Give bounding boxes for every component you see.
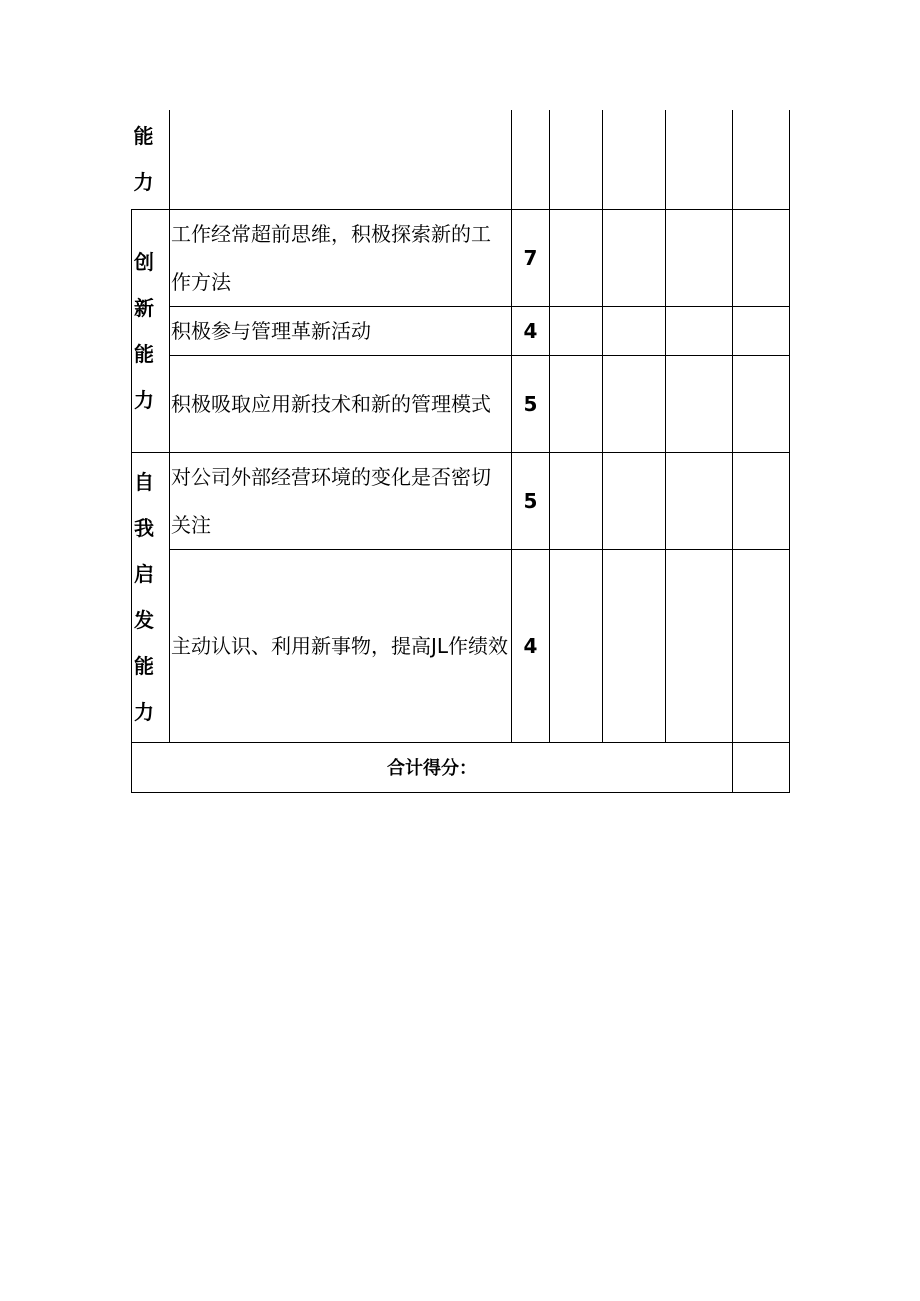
max-score — [512, 110, 550, 209]
rating-cell — [550, 452, 603, 549]
category-cell — [132, 110, 170, 209]
category-cell — [132, 452, 170, 742]
table-row — [132, 306, 790, 355]
rating-cell — [733, 355, 790, 452]
rating-cell — [666, 452, 733, 549]
rating-cell — [666, 110, 733, 209]
category-char: 启 — [134, 562, 154, 586]
category-char: 发 — [134, 608, 154, 632]
rating-cell — [550, 209, 603, 306]
rating-cell — [603, 549, 666, 742]
category-char: 力 — [134, 387, 154, 412]
max-score: 7 — [512, 209, 550, 306]
table-row — [132, 549, 790, 742]
rating-cell — [603, 110, 666, 209]
evaluation-table — [131, 110, 790, 793]
rating-cell — [550, 355, 603, 452]
category-char: 创 — [134, 249, 154, 274]
category-char: 自 — [134, 470, 154, 494]
max-score: 5 — [512, 355, 550, 452]
criterion-description: 主动认识、利用新事物，提高JL作绩效 — [170, 549, 512, 742]
rating-cell — [733, 452, 790, 549]
rating-cell — [550, 306, 603, 355]
total-score-cell — [733, 742, 790, 792]
max-score: 4 — [512, 549, 550, 742]
table-row — [132, 110, 790, 209]
table-row — [132, 452, 790, 549]
category-char: 力 — [134, 700, 154, 724]
criterion-description — [170, 110, 512, 209]
criterion-description: 对公司外部经营环境的变化是否密切关注 — [170, 452, 512, 549]
max-score: 5 — [512, 452, 550, 549]
category-char: 能 — [133, 124, 154, 149]
max-score: 4 — [512, 306, 550, 355]
rating-cell — [603, 355, 666, 452]
rating-cell — [666, 306, 733, 355]
rating-cell — [666, 549, 733, 742]
category-char: 能 — [134, 654, 154, 678]
rating-cell — [733, 306, 790, 355]
criterion-description: 工作经常超前思维，积极探索新的工作方法 — [170, 209, 512, 306]
category-cell — [132, 209, 170, 452]
total-row — [132, 742, 790, 792]
rating-cell — [733, 549, 790, 742]
rating-cell — [666, 355, 733, 452]
category-char: 新 — [134, 295, 154, 320]
table-row — [132, 209, 790, 306]
rating-cell — [603, 209, 666, 306]
criterion-description: 积极参与管理革新活动 — [170, 306, 512, 355]
total-score-label: 合计得分： — [132, 742, 733, 792]
category-char: 我 — [134, 516, 154, 540]
rating-cell — [550, 110, 603, 209]
rating-cell — [550, 549, 603, 742]
category-char: 能 — [134, 341, 154, 366]
table-row — [132, 355, 790, 452]
rating-cell — [733, 209, 790, 306]
rating-cell — [666, 209, 733, 306]
criterion-description: 积极吸取应用新技术和新的管理模式 — [170, 355, 512, 452]
rating-cell — [603, 452, 666, 549]
rating-cell — [733, 110, 790, 209]
rating-cell — [603, 306, 666, 355]
category-char: 力 — [133, 170, 154, 195]
